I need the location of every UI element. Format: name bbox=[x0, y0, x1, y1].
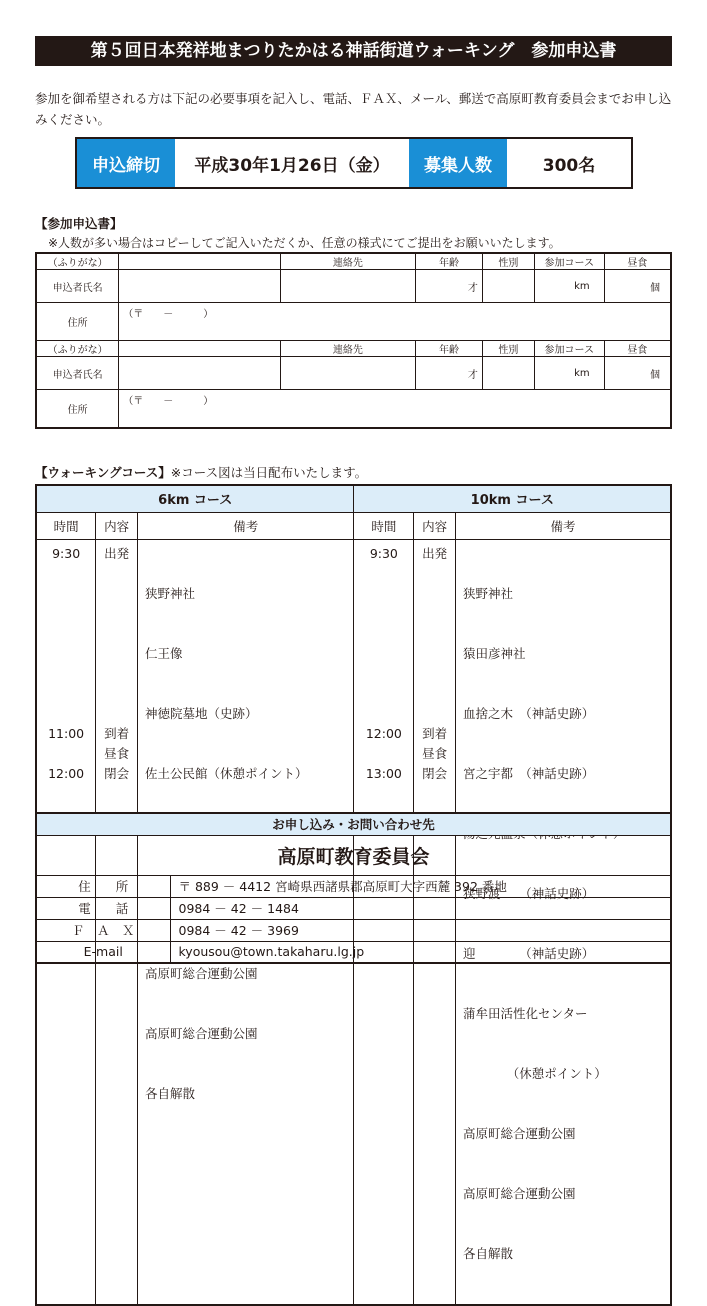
furigana-header: （ふりがな） bbox=[36, 253, 119, 270]
intro-text: 参加を御希望される方は下記の必要事項を記入し、電話、ＦＡＸ、メール、郵送で高原町教育委員会までお申し込みください。 bbox=[35, 91, 672, 127]
contact-field[interactable] bbox=[280, 270, 416, 303]
contact-header: 連絡先 bbox=[280, 253, 416, 270]
stop-item: 血捨之木 （神話史跡） bbox=[462, 705, 595, 721]
stop-item: 蒲牟田活性化センター bbox=[462, 1005, 588, 1021]
applicant-name-label: 申込者氏名 bbox=[36, 270, 119, 303]
arrive-note: 高原町総合運動公園 bbox=[462, 1125, 576, 1141]
arrive-time: 11:00 bbox=[48, 725, 85, 741]
fax-key: Ｆ Ａ Ｘ bbox=[36, 919, 170, 941]
gender-field[interactable] bbox=[482, 357, 534, 390]
start-label: 出発 bbox=[104, 545, 130, 561]
deadline-box bbox=[75, 137, 633, 189]
deadline-label: 申込締切 bbox=[77, 139, 175, 187]
time-header: 時間 bbox=[36, 512, 96, 539]
close-label: 閉会 bbox=[104, 765, 130, 781]
stop-item: 神徳院墓地（史跡） bbox=[144, 705, 258, 721]
deadline-value: 平成30年1月26日（金） bbox=[194, 155, 390, 176]
page-title: 第５回日本発祥地まつりたかはる神話街道ウォーキング 参加申込書 bbox=[35, 36, 672, 66]
arrive-label: 到着 bbox=[104, 725, 130, 741]
course-6km-title: 6km コース bbox=[36, 485, 354, 512]
application-section-title: 【参加申込書】 bbox=[35, 216, 123, 231]
course-section-heading bbox=[35, 463, 367, 481]
organization-name: 高原町教育委員会 bbox=[36, 835, 671, 875]
contact-header: お申し込み・お問い合わせ先 bbox=[36, 813, 671, 835]
close-time: 12:00 bbox=[48, 765, 85, 781]
start-label: 出発 bbox=[422, 545, 448, 561]
lunch-label: 昼食 bbox=[422, 745, 448, 761]
email-link[interactable]: kyousou@town.takaharu.lg.jp bbox=[170, 941, 671, 963]
start-time: 9:30 bbox=[52, 545, 81, 561]
stop-item: 仁王像 bbox=[144, 645, 183, 661]
stop-item: 狭野神社 bbox=[144, 585, 195, 601]
course-header: 参加コース bbox=[534, 253, 604, 270]
phone-key: 電 話 bbox=[36, 897, 170, 919]
lunch-note: 高原町総合運動公園 bbox=[462, 1185, 576, 1201]
stop-item: （休憩ポイント） bbox=[462, 1065, 607, 1081]
course-field[interactable]: km bbox=[534, 270, 604, 303]
course-section-note: ※コース図は当日配布いたします。 bbox=[170, 465, 368, 480]
address-field[interactable]: （〒 － ） bbox=[119, 390, 671, 428]
close-note: 各自解散 bbox=[462, 1245, 513, 1261]
furigana-field[interactable] bbox=[119, 341, 280, 357]
arrive-time: 12:00 bbox=[365, 725, 402, 741]
note-header: 備考 bbox=[455, 512, 671, 539]
application-form bbox=[35, 252, 672, 429]
content-header: 内容 bbox=[414, 512, 456, 539]
gender-field[interactable] bbox=[482, 270, 534, 303]
time-header: 時間 bbox=[354, 512, 414, 539]
age-header: 年齢 bbox=[416, 341, 483, 357]
gender-header: 性別 bbox=[482, 341, 534, 357]
applicant-name-field[interactable] bbox=[119, 270, 280, 303]
lunch-note: 高原町総合運動公園 bbox=[144, 1025, 258, 1041]
capacity-label: 募集人数 bbox=[409, 139, 507, 187]
address-value: 〒 889 － 4412 宮崎県西諸県郡高原町大字西麓 392 番地 bbox=[170, 875, 671, 897]
arrive-label: 到着 bbox=[422, 725, 448, 741]
arrive-note: 高原町総合運動公園 bbox=[144, 965, 258, 981]
furigana-field[interactable] bbox=[119, 253, 280, 270]
furigana-header: （ふりがな） bbox=[36, 341, 119, 357]
course-section-title: 【ウォーキングコース】 bbox=[35, 465, 171, 480]
stop-item: 宮之宇都 （神話史跡） bbox=[462, 765, 595, 781]
phone-value: 0984 － 42 － 1484 bbox=[170, 897, 671, 919]
age-field[interactable]: 才 bbox=[416, 270, 483, 303]
stop-item: 佐土公民館（休憩ポイント） bbox=[144, 765, 308, 781]
lunch-label: 昼食 bbox=[104, 745, 130, 761]
address-label: 住所 bbox=[36, 303, 119, 341]
address-field[interactable]: （〒 － ） bbox=[119, 303, 671, 341]
course-header: 参加コース bbox=[534, 341, 604, 357]
note-header: 備考 bbox=[137, 512, 354, 539]
applicant-name-field[interactable] bbox=[119, 357, 280, 390]
stop-item: 迎 （神話史跡） bbox=[462, 945, 595, 961]
stop-item: 猿田彦神社 bbox=[462, 645, 526, 661]
contact-table bbox=[35, 812, 672, 964]
stop-item: 狭野渡 （神話史跡） bbox=[462, 885, 595, 901]
start-time: 9:30 bbox=[369, 545, 398, 561]
course-10km-title: 10km コース bbox=[354, 485, 671, 512]
lunch-field[interactable]: 個 bbox=[604, 357, 671, 390]
close-time: 13:00 bbox=[365, 765, 402, 781]
close-note: 各自解散 bbox=[144, 1085, 195, 1101]
age-field[interactable]: 才 bbox=[416, 357, 483, 390]
lunch-header: 昼食 bbox=[604, 341, 671, 357]
application-note: ※人数が多い場合はコピーしてご記入いただくか、任意の様式にてご提出をお願いいたします。 bbox=[48, 236, 561, 250]
contact-header: 連絡先 bbox=[280, 341, 416, 357]
contact-field[interactable] bbox=[280, 357, 416, 390]
applicant-name-label: 申込者氏名 bbox=[36, 357, 119, 390]
lunch-field[interactable]: 個 bbox=[604, 270, 671, 303]
lunch-header: 昼食 bbox=[604, 253, 671, 270]
age-header: 年齢 bbox=[416, 253, 483, 270]
content-header: 内容 bbox=[96, 512, 138, 539]
fax-value: 0984 － 42 － 3969 bbox=[170, 919, 671, 941]
address-key: 住 所 bbox=[36, 875, 170, 897]
address-label: 住所 bbox=[36, 390, 119, 428]
email-key: E-mail bbox=[36, 941, 170, 963]
stop-item: 狭野神社 bbox=[462, 585, 513, 601]
close-label: 閉会 bbox=[422, 765, 448, 781]
gender-header: 性別 bbox=[482, 253, 534, 270]
capacity-value: 300名 bbox=[542, 155, 596, 176]
course-field[interactable]: km bbox=[534, 357, 604, 390]
